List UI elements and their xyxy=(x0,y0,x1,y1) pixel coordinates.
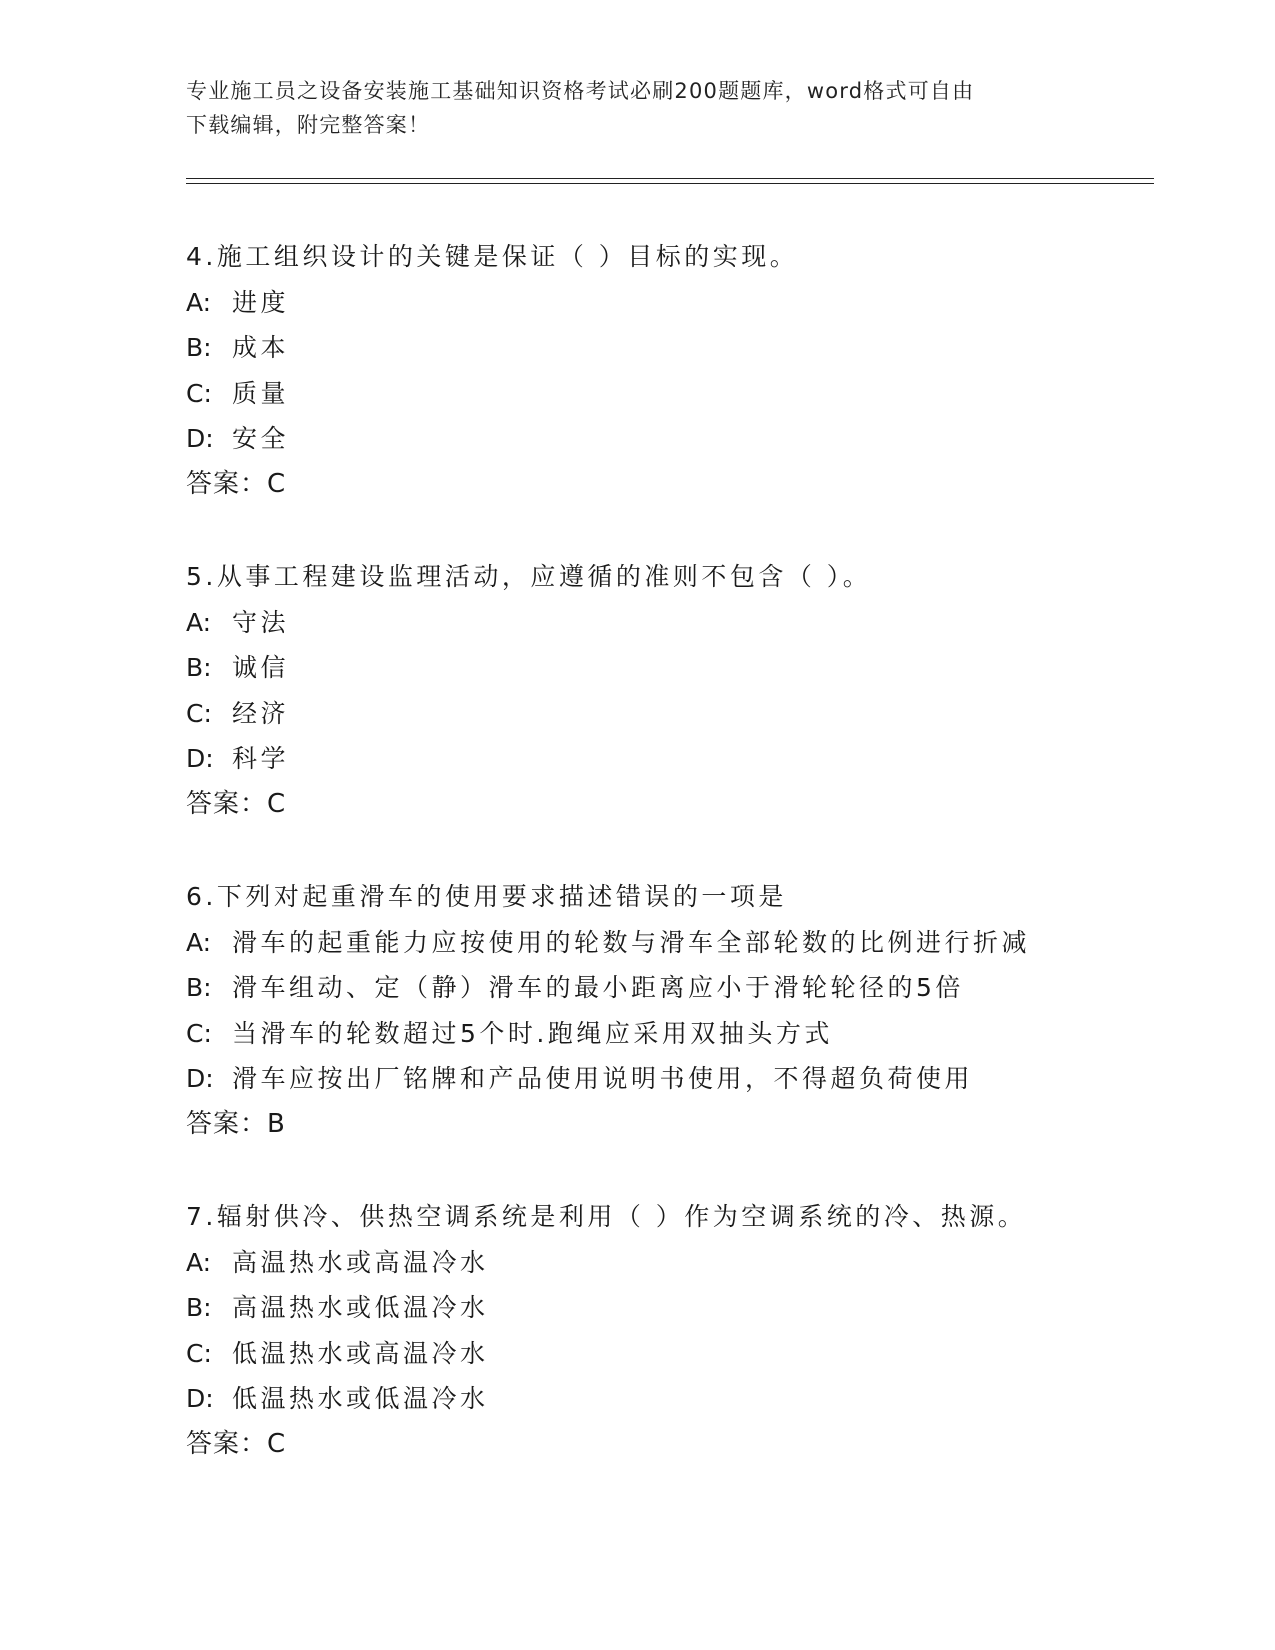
option-text: 经济 xyxy=(232,698,290,728)
option-letter: D: xyxy=(186,424,214,453)
option-c xyxy=(186,1331,1146,1377)
option-text: 高温热水或高温冷水 xyxy=(232,1247,489,1277)
question-block xyxy=(186,1194,1146,1467)
option-text: 安全 xyxy=(232,424,290,453)
option-d xyxy=(186,1376,1146,1422)
option-d xyxy=(186,736,1146,782)
option-c xyxy=(186,691,1146,737)
question-stem: 7.辐射供冷、供热空调系统是利用（ ）作为空调系统的冷、热源。 xyxy=(186,1202,1027,1231)
option-letter: C: xyxy=(186,698,212,728)
header-line-2: 下载编辑，附完整答案！ xyxy=(186,113,431,137)
answer-line: 答案：B xyxy=(186,1108,286,1139)
option-letter: C: xyxy=(186,1338,212,1368)
header-divider-top xyxy=(186,178,1154,179)
option-text: 科学 xyxy=(232,744,290,773)
option-letter: B: xyxy=(186,653,212,682)
option-text: 进度 xyxy=(232,287,290,317)
option-a xyxy=(186,600,1146,646)
option-letter: D: xyxy=(186,1064,214,1093)
answer-line: 答案：C xyxy=(186,468,287,499)
option-letter: B: xyxy=(186,333,212,362)
option-letter: A: xyxy=(186,607,212,637)
option-text: 守法 xyxy=(232,607,290,637)
question-stem: 5.从事工程建设监理活动，应遵循的准则不包含（ ）。 xyxy=(186,562,872,591)
question-block xyxy=(186,874,1146,1147)
option-text: 高温热水或低温冷水 xyxy=(232,1293,489,1322)
question-stem: 4.施工组织设计的关键是保证（ ）目标的实现。 xyxy=(186,242,799,271)
question-block xyxy=(186,554,1146,827)
option-letter: A: xyxy=(186,287,212,317)
option-b xyxy=(186,645,1146,691)
option-text: 滑车的起重能力应按使用的轮数与滑车全部轮数的比例进行折减 xyxy=(232,927,1031,957)
option-d xyxy=(186,416,1146,462)
option-d xyxy=(186,1056,1146,1102)
option-text: 成本 xyxy=(232,333,290,362)
answer-line: 答案：C xyxy=(186,1428,287,1459)
option-letter: D: xyxy=(186,1384,214,1413)
option-text: 低温热水或低温冷水 xyxy=(232,1384,489,1413)
option-a xyxy=(186,920,1146,966)
question-block xyxy=(186,234,1146,507)
option-letter: B: xyxy=(186,973,212,1002)
option-b xyxy=(186,965,1146,1011)
option-text: 滑车组动、定（静）滑车的最小距离应小于滑轮轮径的5倍 xyxy=(232,973,964,1002)
option-text: 诚信 xyxy=(232,653,290,682)
option-text: 低温热水或高温冷水 xyxy=(232,1338,489,1368)
option-c xyxy=(186,1011,1146,1057)
option-a xyxy=(186,280,1146,326)
option-text: 质量 xyxy=(232,378,290,408)
option-letter: D: xyxy=(186,744,214,773)
option-text: 当滑车的轮数超过5个时.跑绳应采用双抽头方式 xyxy=(232,1018,833,1048)
option-letter: B: xyxy=(186,1293,212,1322)
header-divider-bottom xyxy=(186,183,1154,184)
option-letter: C: xyxy=(186,1018,212,1048)
option-letter: A: xyxy=(186,1247,212,1277)
answer-line: 答案：C xyxy=(186,788,287,819)
document-header xyxy=(186,74,1066,142)
option-letter: A: xyxy=(186,927,212,957)
question-stem: 6.下列对起重滑车的使用要求描述错误的一项是 xyxy=(186,882,787,911)
option-c xyxy=(186,371,1146,417)
option-b xyxy=(186,325,1146,371)
option-a xyxy=(186,1240,1146,1286)
option-letter: C: xyxy=(186,378,212,408)
header-line-1: 专业施工员之设备安装施工基础知识资格考试必刷200题题库，word格式可自由 xyxy=(186,79,975,103)
option-text: 滑车应按出厂铭牌和产品使用说明书使用，不得超负荷使用 xyxy=(232,1064,974,1093)
option-b xyxy=(186,1285,1146,1331)
